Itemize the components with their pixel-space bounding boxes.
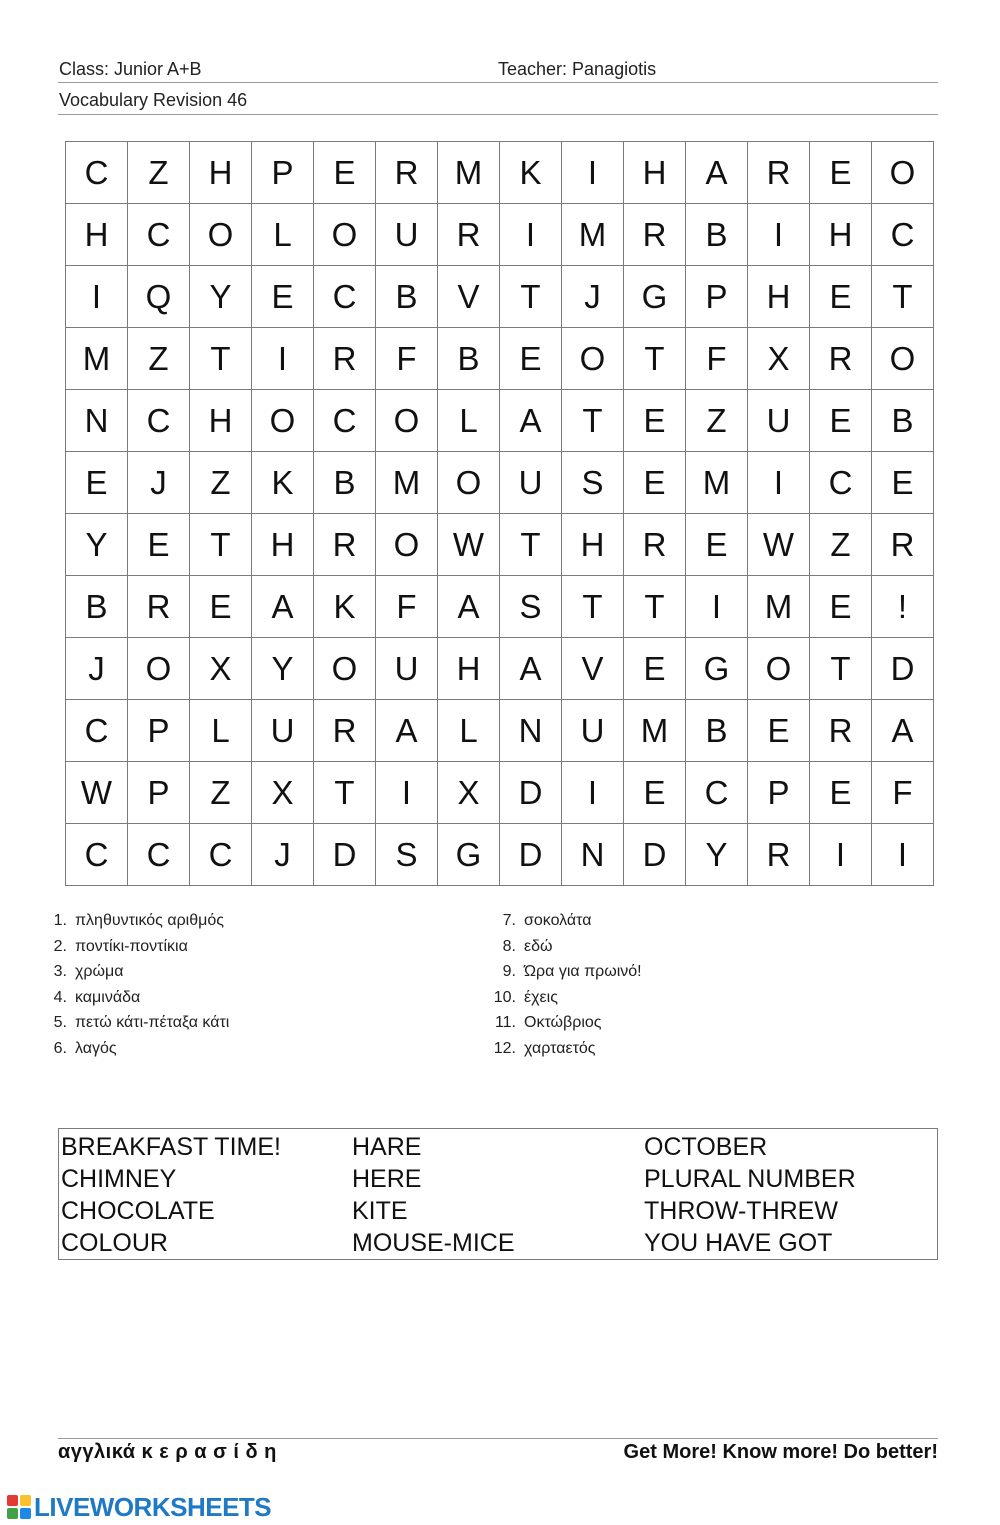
- grid-cell[interactable]: A: [252, 576, 314, 638]
- grid-cell[interactable]: B: [376, 266, 438, 328]
- grid-cell[interactable]: E: [810, 142, 872, 204]
- grid-cell[interactable]: C: [128, 204, 190, 266]
- grid-cell[interactable]: L: [252, 204, 314, 266]
- word-bank-item: MOUSE-MICE: [352, 1229, 515, 1257]
- header-divider-top: [58, 82, 938, 83]
- grid-cell[interactable]: U: [500, 452, 562, 514]
- grid-cell[interactable]: G: [624, 266, 686, 328]
- clue-text: έχεις: [524, 988, 558, 1006]
- grid-cell[interactable]: I: [562, 762, 624, 824]
- grid-cell[interactable]: E: [66, 452, 128, 514]
- class-label: Class: Junior A+B: [59, 59, 202, 79]
- grid-cell[interactable]: M: [562, 204, 624, 266]
- grid-cell[interactable]: A: [500, 638, 562, 700]
- grid-cell[interactable]: H: [624, 142, 686, 204]
- grid-cell[interactable]: R: [748, 142, 810, 204]
- grid-cell[interactable]: P: [252, 142, 314, 204]
- grid-cell[interactable]: M: [376, 452, 438, 514]
- grid-cell[interactable]: C: [66, 142, 128, 204]
- grid-cell[interactable]: C: [128, 390, 190, 452]
- clue-list-left: [37, 912, 229, 1066]
- grid-cell[interactable]: I: [748, 204, 810, 266]
- grid-cell[interactable]: U: [748, 390, 810, 452]
- grid-cell[interactable]: O: [314, 638, 376, 700]
- clue-number: 9.: [502, 963, 516, 981]
- grid-cell[interactable]: T: [624, 576, 686, 638]
- grid-cell[interactable]: I: [748, 452, 810, 514]
- grid-cell[interactable]: W: [748, 514, 810, 576]
- grid-cell[interactable]: O: [872, 328, 934, 390]
- grid-row: [66, 514, 934, 576]
- grid-cell[interactable]: B: [66, 576, 128, 638]
- grid-cell[interactable]: R: [314, 328, 376, 390]
- grid-cell[interactable]: E: [128, 514, 190, 576]
- grid-cell[interactable]: E: [624, 452, 686, 514]
- footer-author: αγγλικά κ ε ρ α σ ί δ η: [58, 1441, 277, 1463]
- grid-cell[interactable]: O: [190, 204, 252, 266]
- clue-item: [486, 989, 642, 1015]
- grid-cell[interactable]: T: [190, 514, 252, 576]
- grid-cell[interactable]: O: [128, 638, 190, 700]
- grid-cell[interactable]: T: [624, 328, 686, 390]
- grid-cell[interactable]: R: [438, 204, 500, 266]
- grid-cell[interactable]: O: [438, 452, 500, 514]
- clue-text: χαρταετός: [524, 1039, 596, 1057]
- grid-cell[interactable]: H: [438, 638, 500, 700]
- word-bank-item: BREAKFAST TIME!: [61, 1133, 281, 1161]
- grid-cell[interactable]: C: [686, 762, 748, 824]
- grid-cell[interactable]: C: [810, 452, 872, 514]
- grid-cell[interactable]: M: [748, 576, 810, 638]
- grid-cell[interactable]: R: [748, 824, 810, 886]
- word-bank-item: HARE: [352, 1133, 422, 1161]
- grid-cell[interactable]: E: [190, 576, 252, 638]
- clue-item: [486, 1014, 642, 1040]
- clue-text: σοκολάτα: [524, 912, 592, 929]
- word-bank-item: KITE: [352, 1197, 408, 1225]
- grid-cell[interactable]: E: [810, 390, 872, 452]
- word-bank-column-3: [644, 1131, 856, 1259]
- grid-cell[interactable]: G: [438, 824, 500, 886]
- clue-text: Οκτώβριος: [524, 1014, 602, 1032]
- grid-cell[interactable]: K: [314, 576, 376, 638]
- word-bank-column-1: [61, 1131, 281, 1259]
- grid-cell[interactable]: I: [810, 824, 872, 886]
- grid-cell[interactable]: A: [376, 700, 438, 762]
- grid-cell[interactable]: Y: [66, 514, 128, 576]
- grid-cell[interactable]: E: [686, 514, 748, 576]
- grid-cell[interactable]: M: [686, 452, 748, 514]
- grid-cell[interactable]: A: [500, 390, 562, 452]
- clue-item: [486, 938, 642, 964]
- grid-cell[interactable]: R: [872, 514, 934, 576]
- word-bank: [58, 1128, 938, 1260]
- grid-cell[interactable]: R: [376, 142, 438, 204]
- word-bank-column-2: [352, 1131, 515, 1259]
- grid-cell[interactable]: T: [314, 762, 376, 824]
- grid-cell[interactable]: J: [66, 638, 128, 700]
- clue-item: [37, 912, 229, 938]
- grid-cell[interactable]: T: [500, 266, 562, 328]
- grid-cell[interactable]: F: [686, 328, 748, 390]
- grid-cell[interactable]: X: [748, 328, 810, 390]
- grid-row: [66, 700, 934, 762]
- grid-cell[interactable]: P: [128, 700, 190, 762]
- clue-item: [37, 1040, 229, 1066]
- grid-cell[interactable]: P: [686, 266, 748, 328]
- grid-cell[interactable]: M: [624, 700, 686, 762]
- grid-cell[interactable]: C: [872, 204, 934, 266]
- grid-cell[interactable]: A: [686, 142, 748, 204]
- grid-cell[interactable]: B: [314, 452, 376, 514]
- clue-text: πληθυντικός αριθμός: [75, 912, 224, 929]
- clue-number: 5.: [53, 1014, 67, 1032]
- grid-cell[interactable]: R: [810, 328, 872, 390]
- grid-cell[interactable]: D: [500, 824, 562, 886]
- grid-cell[interactable]: B: [438, 328, 500, 390]
- clue-number: 3.: [53, 963, 67, 981]
- clue-text: καμινάδα: [75, 988, 141, 1006]
- grid-cell[interactable]: I: [686, 576, 748, 638]
- word-bank-item: YOU HAVE GOT: [644, 1229, 833, 1257]
- grid-cell[interactable]: O: [872, 142, 934, 204]
- grid-cell[interactable]: H: [748, 266, 810, 328]
- grid-cell[interactable]: Y: [252, 638, 314, 700]
- grid-cell[interactable]: L: [190, 700, 252, 762]
- teacher-label: Teacher: Panagiotis: [498, 59, 657, 79]
- grid-cell[interactable]: K: [252, 452, 314, 514]
- clue-number: 10.: [493, 988, 516, 1006]
- grid-cell[interactable]: I: [252, 328, 314, 390]
- grid-cell[interactable]: S: [500, 576, 562, 638]
- grid-cell[interactable]: P: [128, 762, 190, 824]
- grid-cell[interactable]: V: [438, 266, 500, 328]
- grid-cell[interactable]: E: [748, 700, 810, 762]
- grid-cell[interactable]: E: [624, 390, 686, 452]
- grid-cell[interactable]: L: [438, 390, 500, 452]
- clue-item: [486, 1040, 642, 1066]
- grid-row: [66, 762, 934, 824]
- grid-cell[interactable]: E: [252, 266, 314, 328]
- word-search-grid: [65, 141, 934, 886]
- grid-cell[interactable]: T: [872, 266, 934, 328]
- grid-row: [66, 638, 934, 700]
- grid-cell[interactable]: Z: [128, 142, 190, 204]
- grid-cell[interactable]: D: [624, 824, 686, 886]
- grid-cell[interactable]: C: [128, 824, 190, 886]
- grid-cell[interactable]: H: [66, 204, 128, 266]
- grid-cell[interactable]: E: [624, 762, 686, 824]
- grid-cell[interactable]: C: [314, 390, 376, 452]
- grid-cell[interactable]: R: [624, 514, 686, 576]
- grid-row: [66, 824, 934, 886]
- grid-cell[interactable]: C: [190, 824, 252, 886]
- footer-divider: [58, 1438, 938, 1439]
- clue-number: 2.: [53, 937, 67, 955]
- clue-text: πετώ κάτι-πέταξα κάτι: [75, 1014, 230, 1032]
- grid-cell[interactable]: Z: [810, 514, 872, 576]
- grid-row: [66, 266, 934, 328]
- grid-cell[interactable]: D: [314, 824, 376, 886]
- grid-cell[interactable]: H: [190, 390, 252, 452]
- grid-cell[interactable]: H: [252, 514, 314, 576]
- grid-cell[interactable]: E: [810, 576, 872, 638]
- clue-item: [37, 989, 229, 1015]
- grid-cell[interactable]: T: [810, 638, 872, 700]
- grid-cell[interactable]: R: [128, 576, 190, 638]
- grid-cell[interactable]: H: [810, 204, 872, 266]
- liveworksheets-mark-icon: [7, 1495, 31, 1519]
- grid-cell[interactable]: R: [314, 514, 376, 576]
- footer-slogan: Get More! Know more! Do better!: [623, 1441, 938, 1463]
- grid-cell[interactable]: S: [376, 824, 438, 886]
- grid-row: [66, 390, 934, 452]
- grid-cell[interactable]: Z: [128, 328, 190, 390]
- grid-cell[interactable]: O: [562, 328, 624, 390]
- grid-cell[interactable]: D: [872, 638, 934, 700]
- grid-row: [66, 328, 934, 390]
- grid-cell[interactable]: T: [500, 514, 562, 576]
- grid-cell[interactable]: K: [500, 142, 562, 204]
- grid-row: [66, 452, 934, 514]
- grid-cell[interactable]: R: [810, 700, 872, 762]
- grid-cell[interactable]: O: [376, 514, 438, 576]
- grid-cell[interactable]: J: [128, 452, 190, 514]
- grid-cell[interactable]: U: [562, 700, 624, 762]
- word-bank-item: THROW-THREW: [644, 1197, 838, 1225]
- grid-cell[interactable]: M: [66, 328, 128, 390]
- grid-cell[interactable]: U: [252, 700, 314, 762]
- grid-cell[interactable]: N: [66, 390, 128, 452]
- grid-cell[interactable]: F: [872, 762, 934, 824]
- clue-number: 11.: [494, 1014, 516, 1032]
- grid-cell[interactable]: W: [438, 514, 500, 576]
- grid-cell[interactable]: Z: [686, 390, 748, 452]
- clue-item: [486, 912, 642, 938]
- grid-cell[interactable]: X: [190, 638, 252, 700]
- grid-cell[interactable]: C: [66, 700, 128, 762]
- grid-cell[interactable]: B: [686, 700, 748, 762]
- grid-cell[interactable]: E: [872, 452, 934, 514]
- grid-cell[interactable]: W: [66, 762, 128, 824]
- grid-cell[interactable]: I: [66, 266, 128, 328]
- grid-cell[interactable]: Y: [190, 266, 252, 328]
- grid-cell[interactable]: Z: [190, 762, 252, 824]
- clue-text: χρώμα: [75, 963, 124, 981]
- word-bank-item: CHOCOLATE: [61, 1197, 215, 1225]
- grid-cell[interactable]: H: [190, 142, 252, 204]
- clue-text: ποντίκι-ποντίκια: [75, 937, 188, 955]
- grid-cell[interactable]: O: [252, 390, 314, 452]
- header-divider-bottom: [58, 114, 938, 115]
- grid-cell[interactable]: !: [872, 576, 934, 638]
- clue-number: 8.: [502, 937, 516, 955]
- grid-cell[interactable]: I: [562, 142, 624, 204]
- grid-cell[interactable]: Z: [190, 452, 252, 514]
- grid-cell[interactable]: E: [810, 762, 872, 824]
- brand-name: LIVEWORKSHEETS: [34, 1491, 272, 1522]
- grid-cell[interactable]: Y: [686, 824, 748, 886]
- clue-number: 4.: [53, 988, 67, 1006]
- grid-cell[interactable]: B: [872, 390, 934, 452]
- grid-cell[interactable]: E: [500, 328, 562, 390]
- grid-cell[interactable]: J: [252, 824, 314, 886]
- grid-cell[interactable]: V: [562, 638, 624, 700]
- word-bank-item: PLURAL NUMBER: [644, 1165, 856, 1193]
- grid-cell[interactable]: F: [376, 576, 438, 638]
- grid-row: [66, 576, 934, 638]
- clue-text: εδώ: [524, 937, 553, 955]
- grid-cell[interactable]: J: [562, 266, 624, 328]
- grid-cell[interactable]: C: [66, 824, 128, 886]
- grid-cell[interactable]: S: [562, 452, 624, 514]
- clue-number: 1.: [53, 912, 67, 929]
- word-bank-item: HERE: [352, 1165, 422, 1193]
- grid-cell[interactable]: E: [314, 142, 376, 204]
- grid-cell[interactable]: N: [500, 700, 562, 762]
- grid-cell[interactable]: G: [686, 638, 748, 700]
- grid-cell[interactable]: N: [562, 824, 624, 886]
- grid-cell[interactable]: T: [562, 576, 624, 638]
- grid-cell[interactable]: U: [376, 204, 438, 266]
- grid-cell[interactable]: O: [376, 390, 438, 452]
- clue-number: 6.: [53, 1039, 67, 1057]
- grid-cell[interactable]: M: [438, 142, 500, 204]
- grid-cell[interactable]: R: [624, 204, 686, 266]
- clue-text: Ώρα για πρωινό!: [524, 963, 642, 981]
- grid-cell[interactable]: C: [314, 266, 376, 328]
- word-bank-item: COLOUR: [61, 1229, 168, 1257]
- grid-cell[interactable]: I: [500, 204, 562, 266]
- grid-cell[interactable]: P: [748, 762, 810, 824]
- grid-cell[interactable]: D: [500, 762, 562, 824]
- grid-cell[interactable]: I: [872, 824, 934, 886]
- word-bank-item: CHIMNEY: [61, 1165, 177, 1193]
- grid-cell[interactable]: O: [314, 204, 376, 266]
- worksheet-title: Vocabulary Revision 46: [59, 90, 248, 110]
- grid-cell[interactable]: E: [624, 638, 686, 700]
- clue-item: [37, 1014, 229, 1040]
- clue-number: 12.: [493, 1039, 516, 1057]
- clue-item: [486, 963, 642, 989]
- grid-cell[interactable]: T: [562, 390, 624, 452]
- grid-cell[interactable]: U: [376, 638, 438, 700]
- grid-cell[interactable]: Q: [128, 266, 190, 328]
- grid-cell[interactable]: F: [376, 328, 438, 390]
- grid-row: [66, 204, 934, 266]
- grid-cell[interactable]: B: [686, 204, 748, 266]
- grid-cell[interactable]: X: [438, 762, 500, 824]
- clue-list-right: [486, 912, 642, 1066]
- grid-cell[interactable]: L: [438, 700, 500, 762]
- word-bank-item: OCTOBER: [644, 1133, 768, 1161]
- grid-cell[interactable]: E: [810, 266, 872, 328]
- grid-cell[interactable]: A: [438, 576, 500, 638]
- grid-cell[interactable]: R: [314, 700, 376, 762]
- clue-item: [37, 963, 229, 989]
- grid-cell[interactable]: H: [562, 514, 624, 576]
- clue-item: [37, 938, 229, 964]
- clue-text: λαγός: [75, 1039, 117, 1057]
- clue-number: 7.: [502, 912, 516, 929]
- grid-cell[interactable]: A: [872, 700, 934, 762]
- grid-cell[interactable]: O: [748, 638, 810, 700]
- liveworksheets-logo[interactable]: [7, 1491, 271, 1523]
- grid-cell[interactable]: X: [252, 762, 314, 824]
- grid-row: [66, 142, 934, 204]
- grid-cell[interactable]: I: [376, 762, 438, 824]
- grid-cell[interactable]: T: [190, 328, 252, 390]
